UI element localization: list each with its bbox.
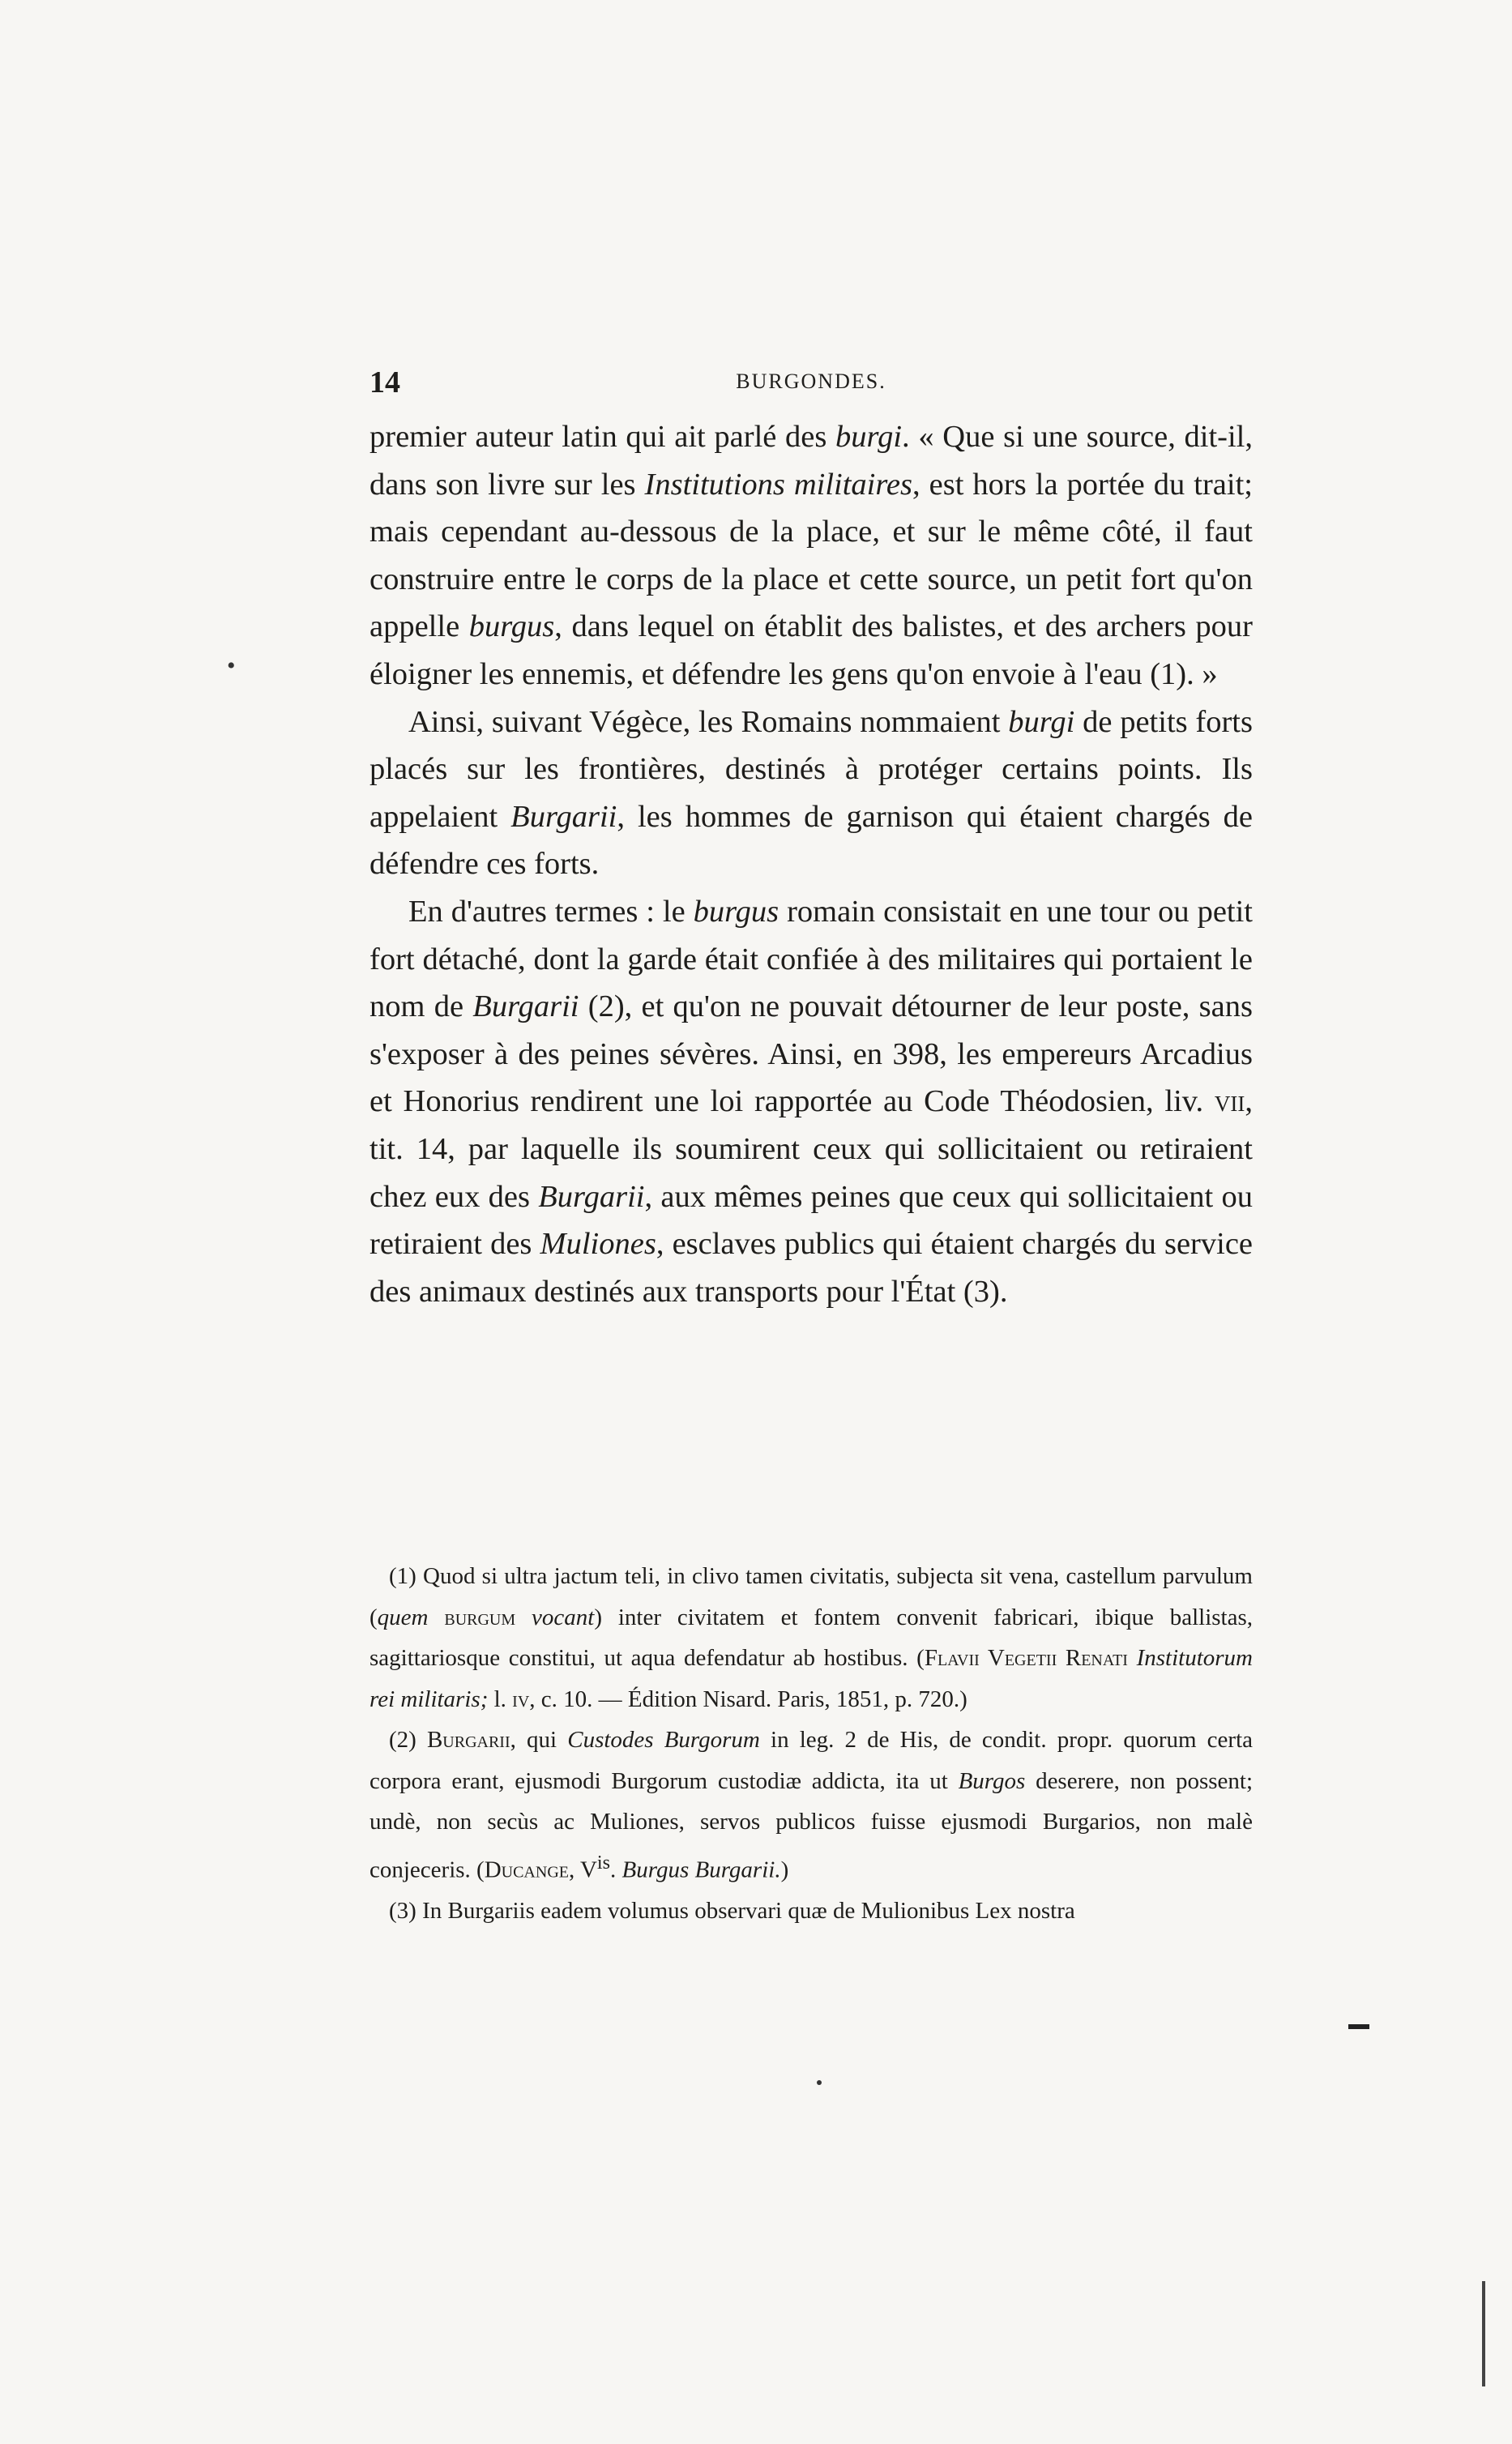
dot-mark-icon (817, 2080, 822, 2085)
page-header (369, 365, 1253, 405)
paragraph-3: En d'autres termes : le burgus romain consistait en une tour ou petit fort détaché, dont la garde était confiée à des militaires qui portaient le nom de Burgarii (2), et qu'on ne pouvait détourner de leur poste, sans s'exposer à des peines sévères. Ainsi, en 398, les empereurs Arcadius et Honorius rendirent une loi rapportée au Code Théodosien, liv. vii, tit. 14, par laquelle ils soumirent ceux qui sollicitaient ou retiraient chez eux des Burgarii, aux mêmes peines que ceux qui sollicitaient ou retiraient des Muliones, esclaves publics qui étaient chargés du service des animaux destinés aux transports pour l'État (3). (369, 894, 1254, 1309)
main-text (369, 413, 1253, 1315)
book-number: vii (1214, 1084, 1245, 1119)
footnote-1: (1) Quod si ultra jactum teli, in clivo tamen civitatis, subjecta sit vena, castellum parvulum (quem burgum vocant) inter civitatem et fontem convenit fabricari, ibique ballistas, sagittariosque constitui, ut aqua defendatur ab hostibus. (Flavii Vegetii Renati Institutorum rei militaris; l. iv, c. 10. — Édition Nisard. Paris, 1851, p. 720.) (369, 1563, 1254, 1712)
footnotes (369, 1556, 1253, 1931)
term-burgi: burgi (835, 420, 903, 454)
author-name: Flavii Vegetii Renati (924, 1645, 1128, 1671)
footnote-2: (2) Burgarii, qui Custodes Burgorum in leg. 2 de His, de condit. propr. quorum certa corpora erant, ejusmodi Burgorum custodiæ addicta, ita ut Burgos deserere, non possent; undè, non secùs ac Muliones, servos publicos fuisse ejusmodi Burgarios, non malè conjeceris. (Ducange, $V^{is}$. Burgus Burgarii.) (369, 1727, 1253, 1883)
footnote-3: (3) In Burgariis eadem volumus observari quæ de Mulionibus Lex nostra (389, 1897, 1075, 1924)
page-number: 14 (369, 365, 400, 400)
term-burgarii: Burgarii (538, 1179, 645, 1214)
term-muliones: Muliones (540, 1227, 656, 1262)
work-title: Institutorum rei militaris; (369, 1645, 1253, 1712)
title-institutions: Institutions militaires (644, 467, 912, 502)
term-burgarii: Burgarii (510, 799, 617, 834)
bullet-mark-icon: • (227, 652, 236, 679)
term-burgus: burgus (468, 609, 555, 644)
term-burgi: burgi (1008, 704, 1075, 739)
paragraph-2: Ainsi, suivant Végèce, les Romains nommaient burgi de petits forts placés sur les frontières, destinés à protéger certains points. Ils appelaient Burgarii, les hommes de garnison qui étaient chargés de défendre ces forts. (369, 704, 1253, 882)
paragraph-1: premier auteur latin qui ait parlé des burgi. « Que si une source, dit-il, dans son livre sur les Institutions militaires, est hors la portée du trait; mais cependant au-dessous de la place, et sur le même côté, il faut construire entre le corps de la place et cette source, un petit fort qu'on appelle burgus, dans lequel on établit des balistes, et des archers pour éloigner les ennemis, et défendre les gens qu'on envoie à l'eau (1). » (369, 420, 1253, 691)
term-burgarii: Burgarii (472, 989, 579, 1024)
dash-mark-icon (1348, 2024, 1369, 2029)
running-title: BURGONDES. (736, 370, 886, 393)
margin-rule-icon (1482, 2281, 1485, 2386)
term-burgus: burgus (693, 894, 779, 929)
